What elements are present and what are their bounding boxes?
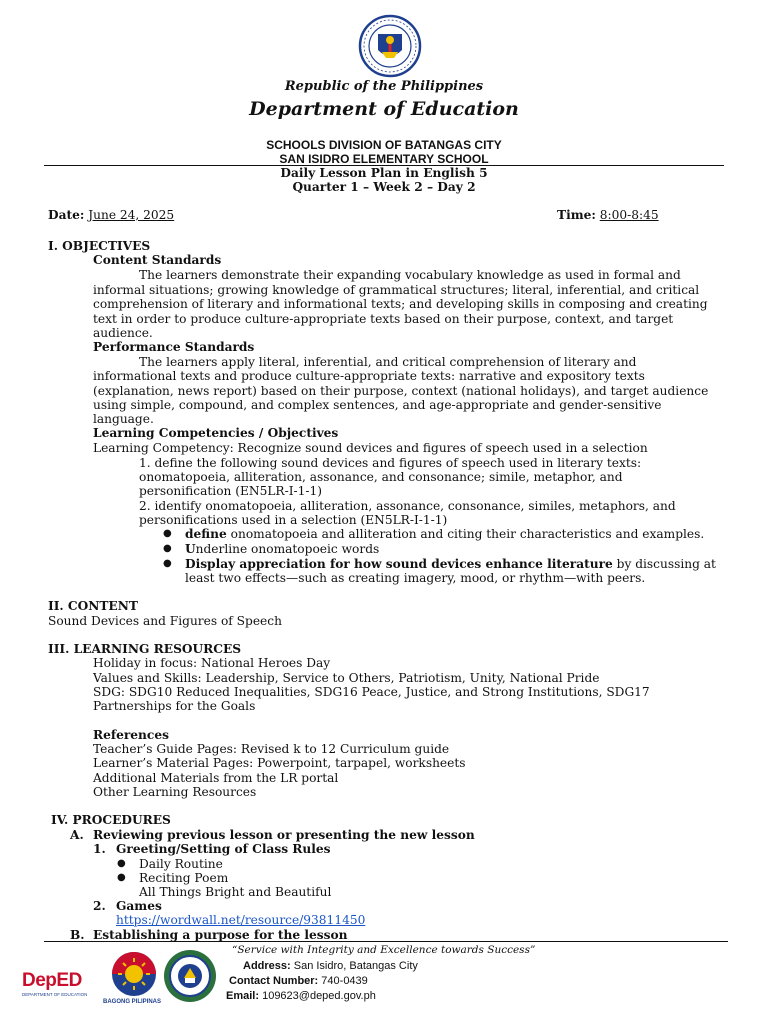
date-label: Date: (48, 208, 85, 222)
content-text: Sound Devices and Figures of Speech (48, 614, 282, 628)
procedure-item-1-text: Greeting/Setting of Class Rules (116, 842, 331, 856)
competencies-heading: Learning Competencies / Objectives (93, 426, 339, 440)
references-line: Learner’s Material Pages: Powerpoint, tarpapel, worksheets (93, 756, 466, 770)
poem-title: All Things Bright and Beautiful (139, 885, 332, 899)
time-value: 8:00-8:45 (599, 208, 659, 222)
objective-bullet-3: ● Display appreciation for how sound devices enhance literature by discussing at (163, 557, 716, 571)
resources-line: Values and Skills: Leadership, Service to Others, Patriotism, Unity, National Pride (93, 671, 600, 685)
procedure-bullet-1: ● Daily Routine (117, 857, 223, 871)
procedure-item-1-label: 1. (93, 842, 106, 856)
bullet-icon: ● (117, 858, 126, 869)
procedure-b-label: B. (70, 928, 85, 942)
bullet-icon: ● (163, 558, 172, 569)
time-row (557, 208, 659, 223)
date-row (48, 208, 174, 223)
content-standards-heading: Content Standards (93, 253, 222, 267)
department-title: Department of Education (249, 98, 519, 120)
footer-divider (44, 941, 728, 942)
objective-item-1: personification (EN5LR-I-1-1) (139, 484, 323, 498)
objective-bullet-1: ● define onomatopoeia and alliteration and citing their characteristics and examples. (163, 527, 705, 541)
footer-email: Email: 109623@deped.gov.ph (226, 990, 376, 1002)
plan-title: Daily Lesson Plan in English 5 (280, 166, 488, 180)
procedures-heading: IV. PROCEDURES (51, 813, 171, 827)
procedure-bullet-2: ● Reciting Poem (117, 871, 229, 885)
performance-standards-line: (explanation, news report) based on their purpose, context (national holidays), and target audience (93, 384, 709, 398)
bagong-pilipinas-label: BAGONG PILIPINAS (103, 999, 162, 1005)
bullet-icon: ● (163, 543, 172, 554)
bullet-icon: ● (117, 872, 126, 883)
content-standards-line: text in order to produce culture-appropriate texts based on their purpose, context, and target (93, 312, 674, 326)
content-heading: II. CONTENT (48, 599, 138, 613)
division-name: SCHOOLS DIVISION OF BATANGAS CITY (266, 138, 502, 152)
performance-standards-line: informational texts and produce culture-appropriate texts: narrative and expository texts (93, 369, 645, 383)
resources-heading: III. LEARNING RESOURCES (48, 642, 242, 656)
references-line: Additional Materials from the LR portal (93, 771, 339, 785)
objective-item-2: personifications used in a selection (EN5LR-I-1-1) (139, 513, 448, 527)
performance-standards-line: using simple, compound, and complex sentences, and age-appropriate and gender-sensitive (93, 398, 662, 412)
objective-bullet-3-cont: least two effects—such as creating imagery, mood, or rhythm—with peers. (185, 571, 646, 585)
performance-standards-heading: Performance Standards (93, 340, 255, 354)
content-standards-line: audience. (93, 326, 153, 340)
references-line: Teacher’s Guide Pages: Revised k to 12 Curriculum guide (93, 742, 450, 756)
deped-logo: DepED DEPARTMENT OF EDUCATION (22, 970, 88, 997)
content-standards-line: comprehension of literary and informational texts; and developing skills in composing and creating (93, 297, 708, 311)
performance-standards-line: The learners apply literal, inferential, and critical comprehension of literary and (139, 355, 637, 369)
procedure-a-label: A. (70, 828, 84, 842)
content-standards-line: The learners demonstrate their expanding vocabulary knowledge as used in formal and (139, 268, 681, 282)
references-heading: References (93, 728, 169, 742)
performance-standards-line: language. (93, 412, 154, 426)
objective-item-1: onomatopoeia, alliteration, assonance, and consonance; simile, metaphor, and (139, 470, 623, 484)
objective-item-2: 2. identify onomatopoeia, alliteration, assonance, consonance, similes, metaphors, and (139, 499, 676, 513)
resources-line: Partnerships for the Goals (93, 699, 256, 713)
bagong-pilipinas-logo (110, 950, 158, 998)
school-name: SAN ISIDRO ELEMENTARY SCHOOL (279, 152, 489, 166)
deped-seal-logo (358, 12, 422, 80)
references-line: Other Learning Resources (93, 785, 257, 799)
content-standards-line: informal situations; growing knowledge of grammatical structures; literal, inferential, and critical (93, 283, 700, 297)
footer-motto: “Service with Integrity and Excellence towards Success” (232, 944, 536, 956)
resources-line: SDG: SDG10 Reduced Inequalities, SDG16 Peace, Justice, and Strong Institutions, SDG17 (93, 685, 650, 699)
time-label: Time: (557, 208, 596, 222)
objective-item-1: 1. define the following sound devices and figures of speech used in literary texts: (139, 456, 642, 470)
objectives-heading: I. OBJECTIVES (48, 239, 151, 253)
quarter-label: Quarter 1 – Week 2 – Day 2 (292, 180, 476, 194)
bullet-icon: ● (163, 528, 172, 539)
footer-contact: Contact Number: 740-0439 (229, 975, 368, 987)
objective-bullet-2: ● Underline onomatopoeic words (163, 542, 380, 556)
school-seal-logo (162, 948, 218, 1004)
procedure-item-2-text: Games (116, 899, 162, 913)
competency-line: Learning Competency: Recognize sound devices and figures of speech used in a selection (93, 441, 648, 455)
republic-title: Republic of the Philippines (284, 79, 484, 94)
procedure-a-text: Reviewing previous lesson or presenting the new lesson (93, 828, 475, 842)
date-value: June 24, 2025 (88, 208, 175, 222)
procedure-item-2-label: 2. (93, 899, 106, 913)
procedure-b-text: Establishing a purpose for the lesson (93, 928, 348, 942)
games-link[interactable]: https://wordwall.net/resource/93811450 (116, 913, 366, 927)
resources-line: Holiday in focus: National Heroes Day (93, 656, 331, 670)
footer-address: Address: San Isidro, Batangas City (243, 960, 418, 972)
